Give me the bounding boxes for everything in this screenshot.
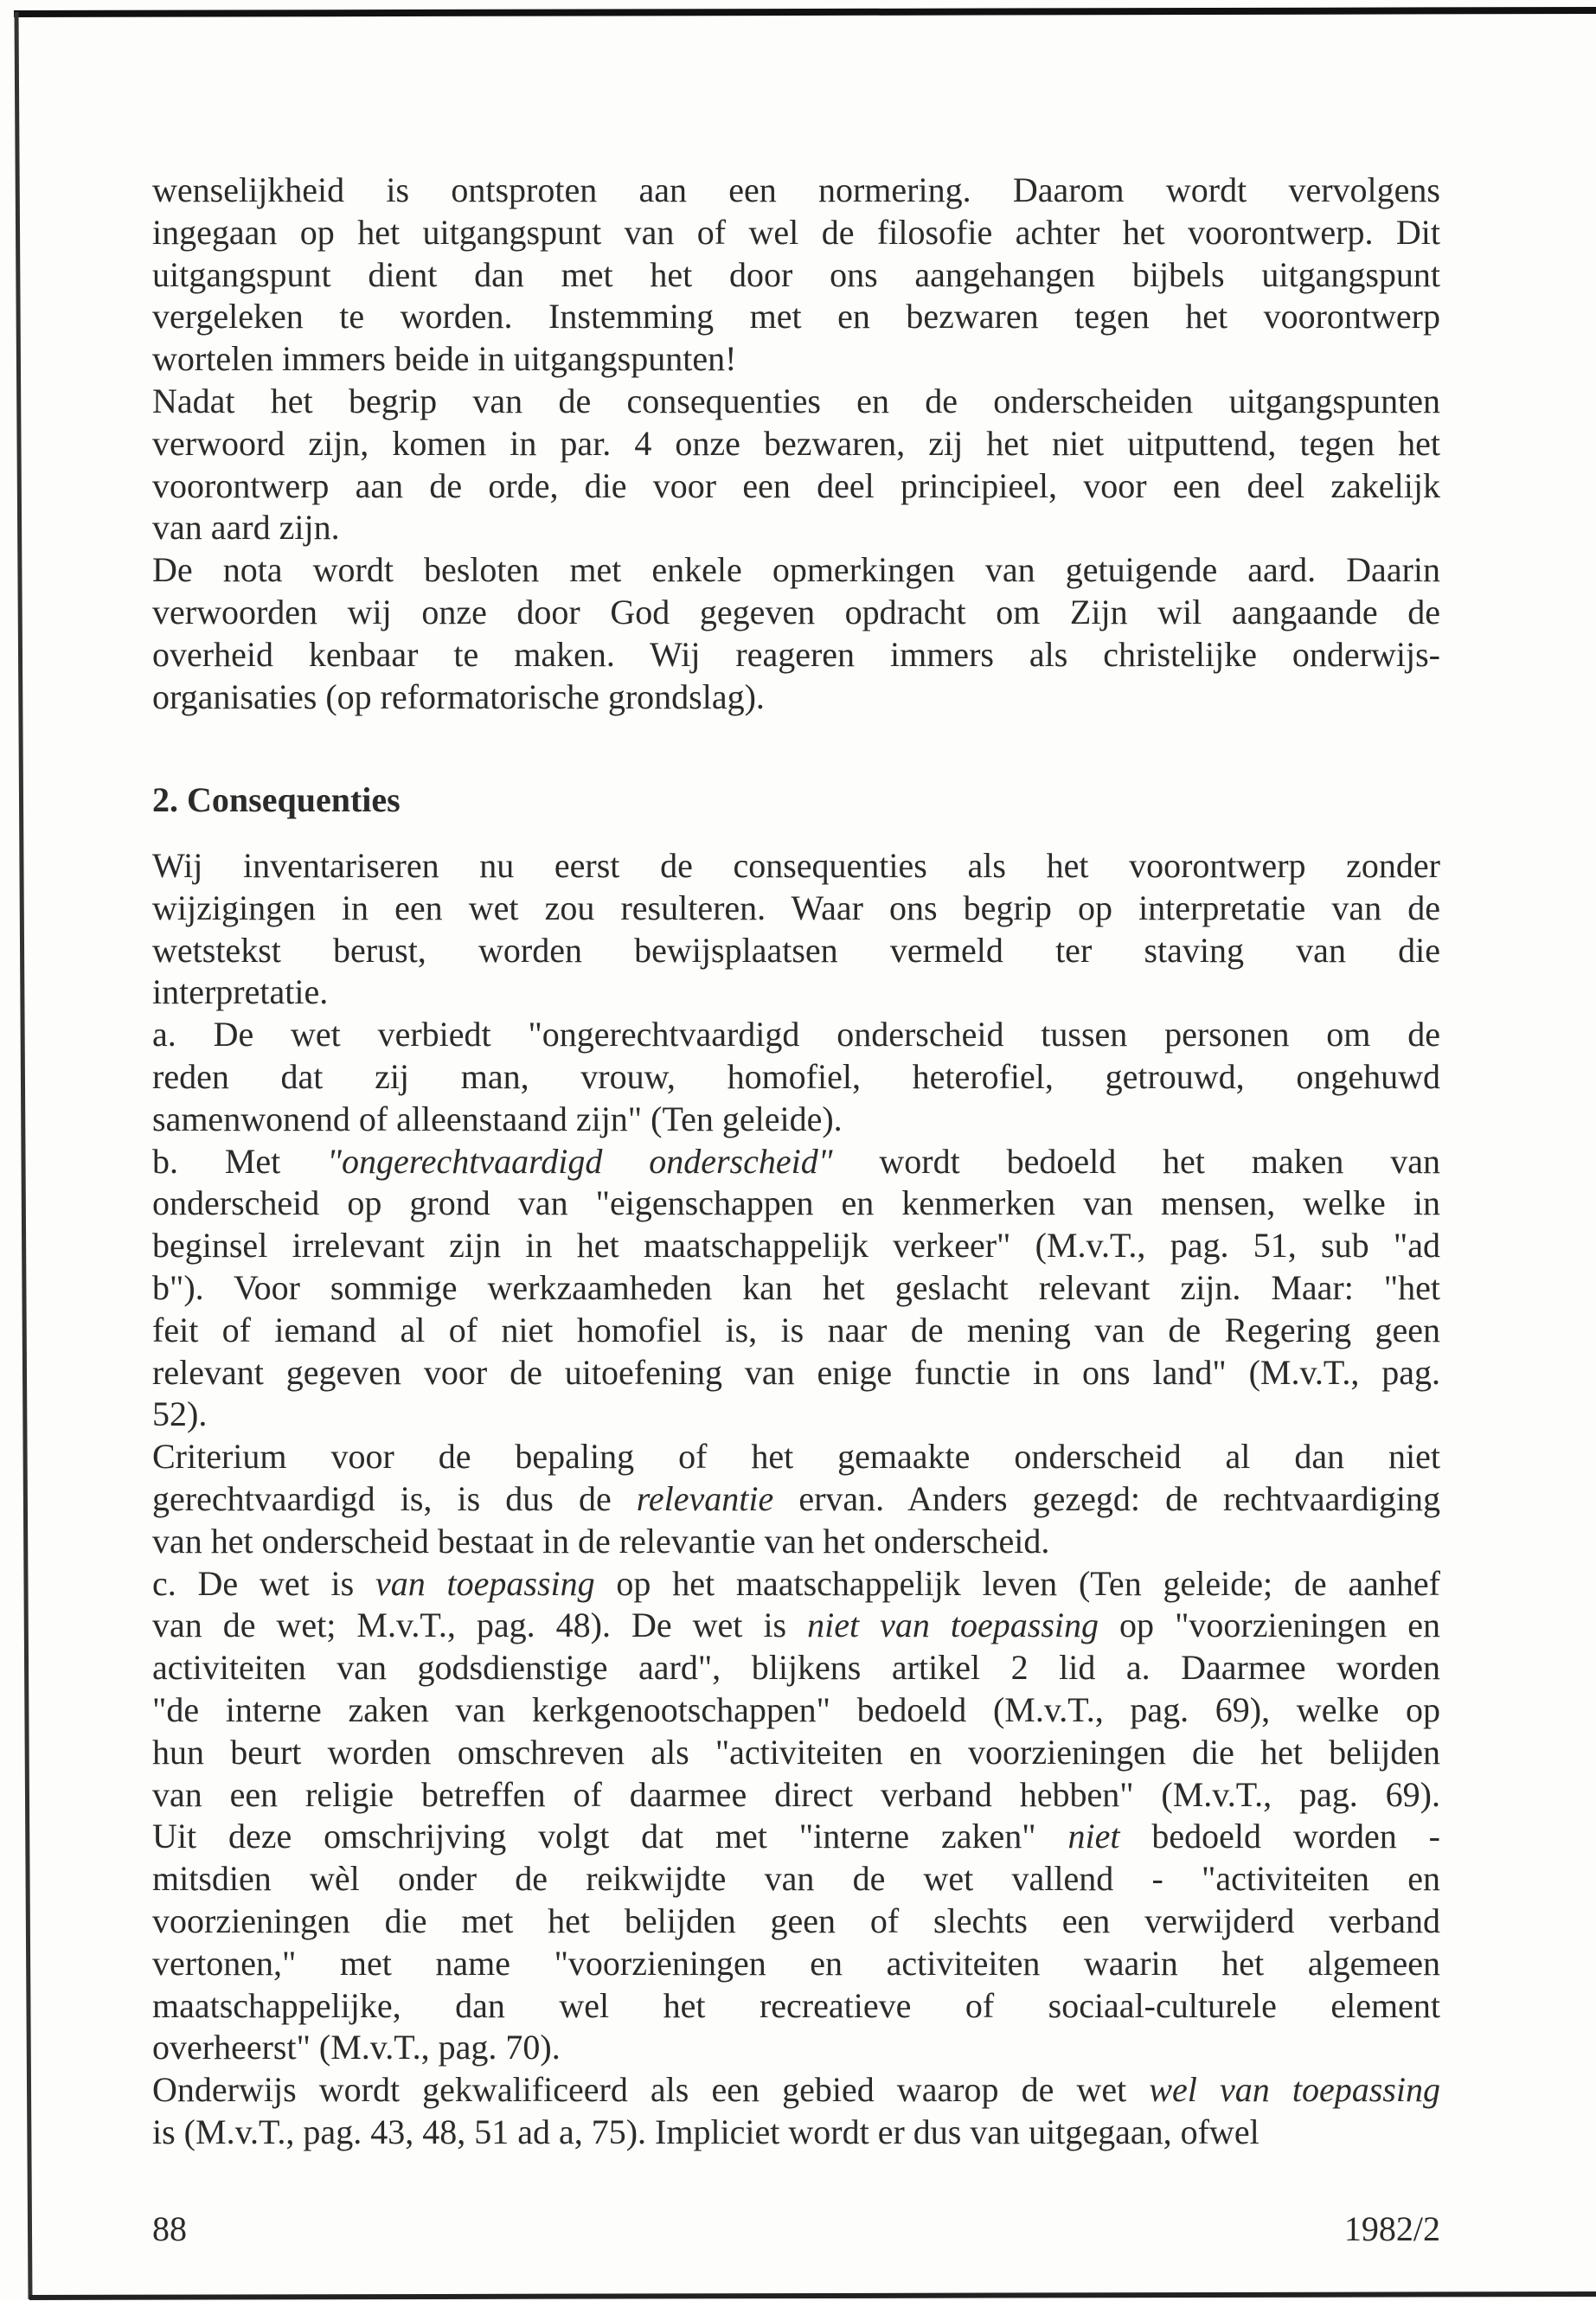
intro-text-block [152, 170, 1440, 718]
text-line [152, 1267, 1440, 1310]
text-line [152, 296, 1440, 338]
text-line [152, 1310, 1440, 1352]
italic-text: "ongerechtvaardigd onderscheid" [327, 1141, 833, 1181]
text-line [152, 507, 1440, 549]
text: Wij inventariseren nu eerst de consequenties als het voorontwerp zonder [152, 846, 1440, 885]
text-line [152, 676, 1440, 719]
text-line [152, 1352, 1440, 1394]
page-number: 88 [152, 2209, 187, 2248]
text: wortelen immers beide in uitgangspunten! [152, 339, 737, 379]
text: van aard zijn. [152, 508, 340, 548]
text: beginsel irrelevant zijn in het maatschappelijk verkeer" (M.v.T., pag. 51, sub "ad [152, 1226, 1440, 1266]
text-line [152, 930, 1440, 972]
text-line [152, 2112, 1440, 2154]
text-line [152, 1774, 1440, 1817]
left-border-line [16, 12, 30, 2299]
text-line [152, 1816, 1440, 1858]
text-line [152, 1478, 1440, 1521]
text-line [152, 1183, 1440, 1225]
text: wetstekst berust, worden bewijsplaatsen vermeld ter staving van die [152, 930, 1440, 970]
text: organisaties (op reformatorische grondslag). [152, 676, 765, 716]
text: Onderwijs wordt gekwalificeerd als een gebied waarop de wet [152, 2070, 1150, 2110]
text: activiteiten van godsdienstige aard", blijkens artikel 2 lid a. Daarmee worden [152, 1648, 1440, 1688]
text-line [152, 592, 1440, 634]
text-line [152, 170, 1440, 212]
text: verwoord zijn, komen in par. 4 onze bezwaren, zij het niet uitputtend, tegen het [152, 423, 1440, 463]
text: De nota wordt besloten met enkele opmerkingen van getuigende aard. Daarin [152, 550, 1440, 590]
text-line [152, 465, 1440, 508]
text: van de wet; M.v.T., pag. 48). De wet is [152, 1606, 808, 1645]
text-line [152, 1394, 1440, 1436]
text-line [152, 1436, 1440, 1478]
text-line [152, 634, 1440, 676]
text-line [152, 1225, 1440, 1267]
text: overheid kenbaar te maken. Wij reageren immers als christelijke onderwijs- [152, 634, 1440, 674]
text: onderscheid op grond van "eigenschappen en kenmerken van mensen, welke in [152, 1183, 1440, 1223]
text-line [152, 1141, 1440, 1183]
text: op "voorzieningen en [1099, 1606, 1440, 1645]
text: "de interne zaken van kerkgenootschappen" bedoeld (M.v.T., pag. 69), welke op [152, 1689, 1440, 1729]
text-line [152, 971, 1440, 1014]
text: mitsdien wèl onder de reikwijdte van de wet vallend - "activiteiten en [152, 1859, 1440, 1899]
text: reden dat zij man, vrouw, homofiel, heterofiel, getrouwd, ongehuwd [152, 1056, 1440, 1096]
text-line [152, 1689, 1440, 1732]
text-line [152, 381, 1440, 423]
text-line [152, 1099, 1440, 1141]
text-line [152, 1014, 1440, 1056]
text-line [152, 1563, 1440, 1606]
italic-text: relevantie [636, 1478, 774, 1518]
text: voorontwerp aan de orde, die voor een deel principieel, voor een deel zakelijk [152, 465, 1440, 505]
top-border-line [14, 10, 1596, 14]
text-line [152, 1858, 1440, 1900]
text-line [152, 1985, 1440, 2028]
text-line [152, 1732, 1440, 1774]
text: uitgangspunt dient dan met het door ons aangehangen bijbels uitgangspunt [152, 254, 1440, 294]
text: wordt bedoeld het maken van [832, 1141, 1441, 1181]
italic-text: niet van toepassing [807, 1606, 1099, 1645]
text: van het onderscheid bestaat in de relevantie van het onderscheid. [152, 1521, 1050, 1561]
text-line [152, 2027, 1440, 2069]
issue-number: 1982/2 [1343, 2209, 1440, 2248]
text: b. Met [152, 1141, 328, 1181]
text-line [152, 549, 1440, 592]
text: hun beurt worden omschreven als "activiteiten en voorzieningen die het belijden [152, 1732, 1440, 1772]
text-line [152, 423, 1440, 465]
bottom-border-line [29, 2294, 1596, 2298]
text: vertonen," met name "voorzieningen en activiteiten waarin het algemeen [152, 1943, 1440, 1983]
text: maatschappelijke, dan wel het recreatieve of sociaal-culturele element [152, 1985, 1440, 2025]
text: bedoeld worden - [1119, 1817, 1441, 1856]
text-line [152, 212, 1440, 254]
text-line [152, 254, 1440, 297]
italic-text: niet [1067, 1817, 1120, 1856]
text: c. De wet is [152, 1563, 375, 1603]
text-line [152, 1521, 1440, 1563]
text-line [152, 1647, 1440, 1689]
text: ervan. Anders gezegd: de rechtvaardiging [773, 1478, 1440, 1518]
consequenties-text-block [152, 845, 1440, 2154]
italic-text: van toepassing [375, 1563, 595, 1603]
text: interpretatie. [152, 972, 329, 1012]
text-line [152, 1056, 1440, 1099]
section-heading: 2. Consequenties [152, 780, 401, 819]
text: Criterium voor de bepaling of het gemaakte onderscheid al dan niet [152, 1437, 1440, 1477]
text-line [152, 2069, 1440, 2112]
text: relevant gegeven voor de uitoefening van enige functie in ons land" (M.v.T., pag. [152, 1352, 1440, 1392]
text: a. De wet verbiedt "ongerechtvaardigd onderscheid tussen personen om de [152, 1015, 1440, 1054]
text-line [152, 1605, 1440, 1647]
text-line [152, 845, 1440, 888]
text: vergeleken te worden. Instemming met en bezwaren tegen het voorontwerp [152, 297, 1440, 336]
text-line [152, 1900, 1440, 1943]
text: overheerst" (M.v.T., pag. 70). [152, 2028, 561, 2067]
text: gerechtvaardigd is, is dus de [152, 1478, 637, 1518]
text: is (M.v.T., pag. 43, 48, 51 ad a, 75). Impliciet wordt er dus van uitgegaan, ofwel [152, 2112, 1259, 2151]
text: verwoorden wij onze door God gegeven opdracht om Zijn wil aangaande de [152, 592, 1440, 631]
text: 52). [152, 1394, 208, 1434]
text: ingegaan op het uitgangspunt van of wel de filosofie achter het voorontwerp. Dit [152, 212, 1440, 252]
text: samenwonend of alleenstaand zijn" (Ten geleide). [152, 1099, 843, 1138]
text-line [152, 1943, 1440, 1985]
text: van een religie betreffen of daarmee direct verband hebben" (M.v.T., pag. 69). [152, 1774, 1440, 1814]
text: feit of iemand al of niet homofiel is, is naar de mening van de Regering geen [152, 1310, 1440, 1349]
text-line [152, 338, 1440, 381]
text: b"). Voor sommige werkzaamheden kan het geslacht relevant zijn. Maar: "het [152, 1267, 1440, 1307]
text: wenselijkheid is ontsproten aan een normering. Daarom wordt vervolgens [152, 170, 1440, 209]
text: voorzieningen die met het belijden geen of slechts een verwijderd verband [152, 1900, 1440, 1940]
text: wijzigingen in een wet zou resulteren. Waar ons begrip op interpretatie van de [152, 888, 1440, 927]
text-line [152, 888, 1440, 930]
italic-text: wel van toepassing [1149, 2070, 1440, 2110]
text: op het maatschappelijk leven (Ten geleide; de aanhef [594, 1563, 1440, 1603]
text: Uit deze omschrijving volgt dat met "interne zaken" [152, 1817, 1068, 1856]
text: Nadat het begrip van de consequenties en de onderscheiden uitgangspunten [152, 381, 1440, 420]
